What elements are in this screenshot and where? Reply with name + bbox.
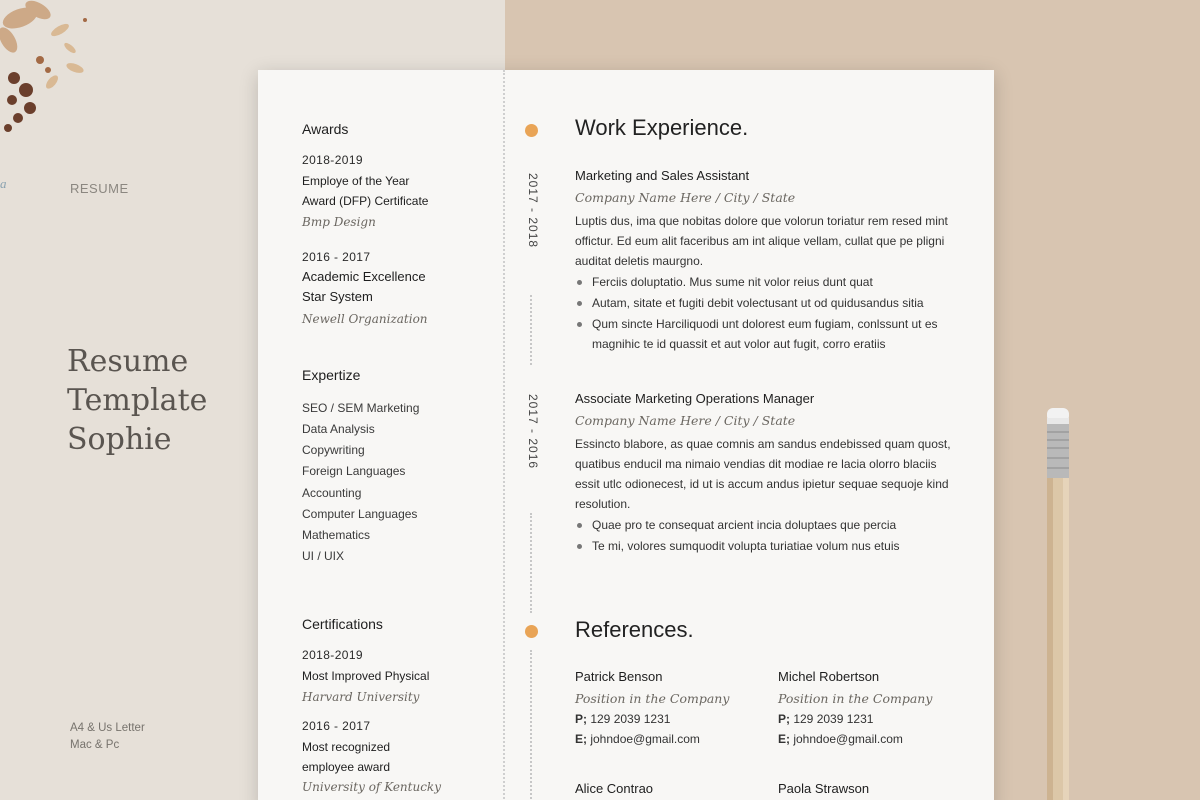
timeline-dot-icon <box>525 124 538 137</box>
skill-item: Computer Languages <box>302 507 418 521</box>
resume-label: RESUME <box>70 181 129 196</box>
job-dates: 2017 - 2016 <box>526 394 540 470</box>
job-bullet-list <box>575 515 960 557</box>
job-company: Company Name Here / City / State <box>575 413 796 428</box>
reference-phone <box>575 712 765 726</box>
skill-item: Data Analysis <box>302 422 375 436</box>
template-title-line: Sophie <box>67 422 172 457</box>
cert-org: University of Kentucky <box>302 780 441 794</box>
format-line: A4 & Us Letter <box>70 722 145 734</box>
job-bullet-list <box>575 272 960 355</box>
phone-label: P; <box>778 712 790 726</box>
reference-card <box>778 781 968 796</box>
phone-value: 129 2039 1231 <box>587 712 671 726</box>
cert-year: 2018-2019 <box>302 648 363 662</box>
job-description: Luptis dus, ima que nobitas dolore que volorun toriatur rem resed mint offictur. Ed eum alit faceribus am int alique vellam, cullat que pe pligni auditat deletis maurgno. <box>575 214 948 268</box>
timeline-dash <box>530 650 532 800</box>
job-bullet: Autam, sitate et fugiti debit volectusant ut od quidusandus sitia <box>575 293 960 313</box>
skill-item: Mathematics <box>302 528 371 542</box>
job-title: Marketing and Sales Assistant <box>575 168 750 183</box>
cert-line: Most recognized <box>302 740 391 754</box>
job-description: Essincto blabore, as quae comnis am sandus endebissed quam quost, quatibus enducil ma nimaio vendias dit modiae re lacia olorro blaciis essit utlc odionecest, id ut is accum andus ipietur sequae sequoje kind resolution. <box>575 437 951 511</box>
column-divider <box>503 70 505 800</box>
awards-heading: Awards <box>302 121 349 137</box>
cert-line: employee award <box>302 760 391 774</box>
award-name <box>302 171 428 211</box>
template-title-line: Template <box>67 383 208 418</box>
job-dates: 2017 - 2018 <box>526 173 540 249</box>
timeline-dash <box>530 513 532 613</box>
references-heading: References. <box>575 617 694 642</box>
job-title: Associate Marketing Operations Manager <box>575 391 815 406</box>
job-bullet: Quae pro te consequat arcient incia doluptaes que percia <box>575 515 960 535</box>
reference-name: Paola Strawson <box>778 781 870 796</box>
skill-item: Accounting <box>302 486 362 500</box>
skill-item: Foreign Languages <box>302 464 406 478</box>
phone-value: 129 2039 1231 <box>790 712 874 726</box>
job-bullet: Te mi, volores sumquodit volupta turiatiae volum nus etuis <box>575 536 960 556</box>
side-partial-letter: a <box>0 176 7 191</box>
award-org: Newell Organization <box>302 312 428 326</box>
cert-line: Most Improved Physical <box>302 669 430 683</box>
award-line: Award (DFP) Certificate <box>302 194 429 208</box>
reference-name: Alice Contrao <box>575 781 654 796</box>
pencil-icon <box>1043 408 1073 800</box>
email-label: E; <box>778 732 790 746</box>
award-org: Bmp Design <box>302 215 376 229</box>
skill-item: SEO / SEM Marketing <box>302 401 420 415</box>
cert-name <box>302 666 429 686</box>
email-label: E; <box>575 732 587 746</box>
cert-year: 2016 - 2017 <box>302 719 371 733</box>
award-line: Star System <box>302 289 373 304</box>
phone-label: P; <box>575 712 587 726</box>
resume-page <box>258 70 994 800</box>
format-info <box>70 720 145 754</box>
floral-decoration-icon <box>0 0 110 140</box>
reference-card <box>575 781 765 796</box>
award-line: Academic Excellence <box>302 269 426 284</box>
expertize-heading: Expertize <box>302 367 361 383</box>
skill-item: UI / UIX <box>302 549 345 563</box>
reference-card <box>778 669 968 746</box>
cert-name <box>302 737 390 777</box>
reference-email <box>575 732 765 746</box>
email-value: johndoe@gmail.com <box>587 732 700 746</box>
skill-item: Copywriting <box>302 443 365 457</box>
job-bullet: Qum sincte Harciliquodi unt dolorest eum fugiam, conlssunt ut es magnihic te id quassit et aut volor aut fugit, corro eratiis <box>575 314 960 354</box>
award-year: 2018-2019 <box>302 153 363 167</box>
award-line: Employe of the Year <box>302 174 410 188</box>
work-experience-heading: Work Experience. <box>575 115 749 140</box>
award-year: 2016 - 2017 <box>302 250 371 264</box>
job-company: Company Name Here / City / State <box>575 190 796 205</box>
certifications-heading: Certifications <box>302 616 383 632</box>
timeline-dot-icon <box>525 625 538 638</box>
reference-phone <box>778 712 968 726</box>
reference-position: Position in the Company <box>778 691 933 706</box>
template-title-line: Resume <box>67 344 189 379</box>
reference-card <box>575 669 765 746</box>
timeline-dash <box>530 295 532 365</box>
template-title <box>67 342 207 459</box>
award-name <box>302 267 426 307</box>
cert-org: Harvard University <box>302 690 420 704</box>
reference-name: Michel Robertson <box>778 669 880 684</box>
reference-email <box>778 732 968 746</box>
email-value: johndoe@gmail.com <box>790 732 903 746</box>
reference-position: Position in the Company <box>575 691 730 706</box>
job-bullet: Ferciis doluptatio. Mus sume nit volor reius dunt quat <box>575 272 960 292</box>
format-line: Mac & Pc <box>70 739 120 751</box>
reference-name: Patrick Benson <box>575 669 663 684</box>
